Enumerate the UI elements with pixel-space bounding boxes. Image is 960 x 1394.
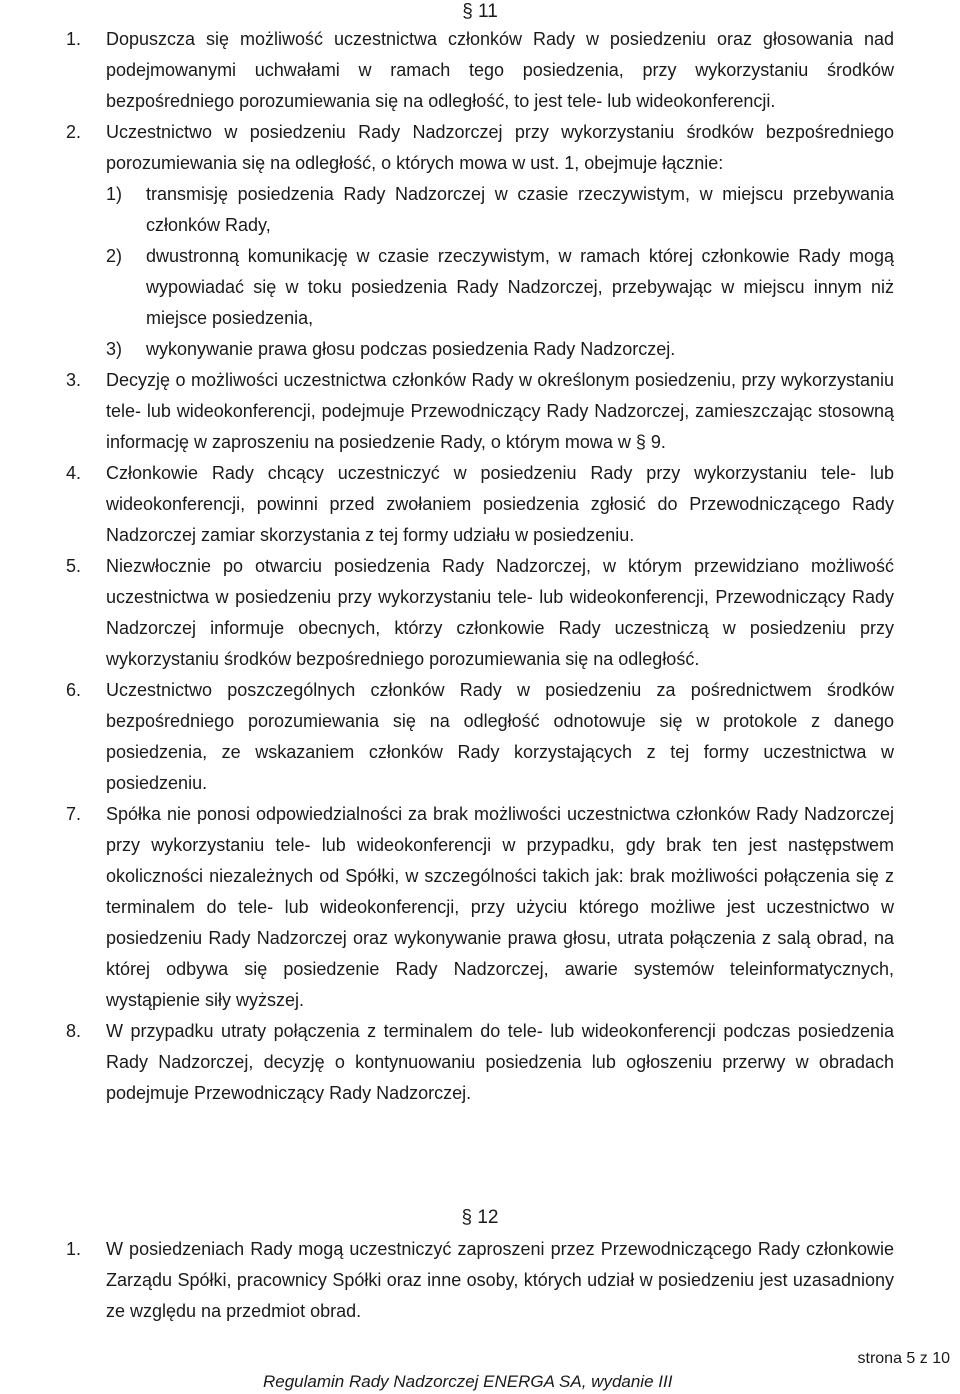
list-item [0,458,960,551]
list-item [0,117,960,365]
section-heading-12: § 12 [461,1207,499,1228]
item-number: 8. [66,1021,82,1041]
list-item [0,799,960,1016]
item-number: 3. [66,370,82,390]
list-item [0,24,960,117]
page-number: strona 5 z 10 [857,1350,950,1367]
section-heading-11: § 11 [462,1,498,22]
subitem-text: wykonywanie prawa głosu podczas posiedzenia Rady Nadzorczej. [146,339,676,359]
list-item [0,1016,960,1109]
item-text: Uczestnictwo w posiedzeniu Rady Nadzorczej przy wykorzystaniu środków bezpośredniego porozumiewania się na odległość, o których mowa w ust. 1, obejmuje łącznie: [106,122,894,173]
item-number: 2. [66,122,82,142]
list-item [0,365,960,458]
item-text: Uczestnictwo poszczególnych członków Rady w posiedzeniu za pośrednictwem środków bezpośredniego porozumiewania się na odległość odnotowuje się w protokole z danego posiedzenia, ze wskazaniem członków Rady korzystających z tej formy uczestnictwa w posiedzeniu. [106,680,894,793]
sub-list-item [106,179,894,241]
list-item [0,551,960,675]
item-number: 1. [66,29,82,49]
sub-list-item [106,334,894,365]
subitem-text: transmisję posiedzenia Rady Nadzorczej w czasie rzeczywistym, w miejscu przebywania członków Rady, [146,184,894,235]
subitem-number: 3) [106,339,123,359]
item-text: Niezwłocznie po otwarciu posiedzenia Rady Nadzorczej, w którym przewidziano możliwość uczestnictwa w posiedzeniu przy wykorzystaniu tele- lub wideokonferencji, Przewodniczący Rady Nadzorczej informuje obecnych, którzy członkowie Rady uczestniczą w posiedzeniu przy wykorzystaniu środków bezpośredniego porozumiewania się na odległość. [106,556,894,669]
item-number: 1. [66,1239,82,1259]
item-text: W przypadku utraty połączenia z terminalem do tele- lub wideokonferencji podczas posiedzenia Rady Nadzorczej, decyzję o kontynuowaniu posiedzenia lub ogłoszeniu przerwy w obradach podejmuje Przewodniczący Rady Nadzorczej. [106,1021,894,1103]
document-footer-title: Regulamin Rady Nadzorczej ENERGA SA, wydanie III [263,1372,673,1391]
item-number: 5. [66,556,82,576]
item-number: 6. [66,680,82,700]
subitem-text: dwustronną komunikację w czasie rzeczywistym, w ramach której członkowie Rady mogą wypowiadać się w toku posiedzenia Rady Nadzorczej, przebywając w miejscu innym niż miejsce posiedzenia, [146,246,894,328]
list-item [0,675,960,799]
section-12-list [0,1234,960,1327]
item-text: Spółka nie ponosi odpowiedzialności za brak możliwości uczestnictwa członków Rady Nadzorczej przy wykorzystaniu tele- lub wideokonferencji w przypadku, gdy brak ten jest następstwem okoliczności niezależnych od Spółki, w szczególności takich jak: brak możliwości połączenia się z terminalem do tele- lub wideokonferencji, przy użyciu którego możliwe jest uczestnictwo w posiedzeniu Rady Nadzorczej oraz wykonywanie prawa głosu, utrata połączenia z salą obrad, na której odbywa się posiedzenie Rady Nadzorczej, awarie systemów teleinformatycznych, wystąpienie siły wyższej. [106,804,894,1010]
item-number: 7. [66,804,82,824]
subitem-number: 2) [106,246,123,266]
item-text: W posiedzeniach Rady mogą uczestniczyć zaproszeni przez Przewodniczącego Rady członkowie Zarządu Spółki, pracownicy Spółki oraz inne osoby, których udział w posiedzeniu jest uzasadniony ze względu na przedmiot obrad. [106,1239,894,1321]
subitem-number: 1) [106,184,123,204]
item-text: Członkowie Rady chcący uczestniczyć w posiedzeniu Rady przy wykorzystaniu tele- lub wideokonferencji, powinni przed zwołaniem posiedzenia zgłosić do Przewodniczącego Rady Nadzorczej zamiar skorzystania z tej formy udziału w posiedzeniu. [106,463,894,545]
item-number: 4. [66,463,82,483]
item-text: Decyzję o możliwości uczestnictwa członków Rady w określonym posiedzeniu, przy wykorzystaniu tele- lub wideokonferencji, podejmuje Przewodniczący Rady Nadzorczej, zamieszczając stosowną informację w zaproszeniu na posiedzenie Rady, o którym mowa w § 9. [106,370,894,452]
item-text: Dopuszcza się możliwość uczestnictwa członków Rady w posiedzeniu oraz głosowania nad podejmowanymi uchwałami w ramach tego posiedzenia, przy wykorzystaniu środków bezpośredniego porozumiewania się na odległość, to jest tele- lub wideokonferencji. [106,29,894,111]
sub-list-item [106,241,894,334]
list-item [0,1234,960,1327]
section-11-list [0,24,960,1109]
